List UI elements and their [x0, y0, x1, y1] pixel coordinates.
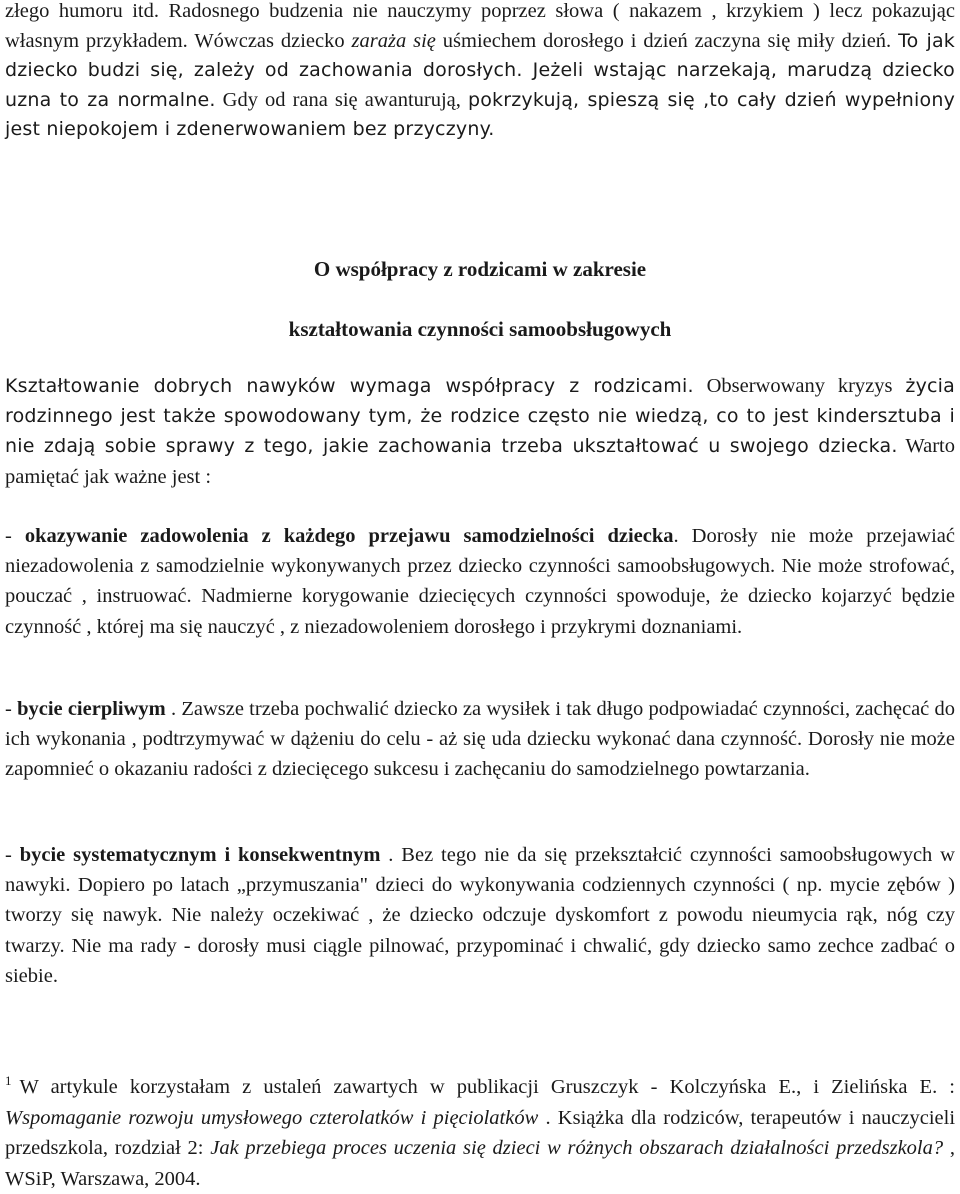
list-item-patience [5, 694, 955, 785]
section-heading-line-2: kształtowania czynności samoobsługowych [288, 317, 672, 341]
list-dash: - [5, 844, 20, 866]
text-span-sans: To jak dziecko budzi się, zależy od zachowania dorosłych. Jeżeli wstając narzekają, marudzą dziecko uzna to za normalne. [5, 29, 956, 111]
list-dash: - [5, 698, 18, 720]
list-item-satisfaction [5, 521, 955, 642]
intro-paragraph [5, 0, 955, 145]
cooperation-paragraph [5, 371, 955, 492]
footnote-text: . Książka dla rodziców, terapeutów i nauczycieli przedszkola, rozdział 2: [5, 1106, 956, 1159]
list-item-text: . Bez tego nie da się przekształcić czynności samoobsługowych w nawyki. Dopiero po latach „przymuszania" dzieci do wykonywania codziennych czynności ( np. mycie zębów ) tworzy się nawyk. Nie należy oczekiwać , że dziecko odczuje dyskomfort z powodu nieumycia rąk, nóg czy twarzy. Nie ma rady - dorosły musi ciągle pilnować, przypominać i chwalić, gdy dziecko samo zechce zadbać o siebie. [5, 844, 955, 987]
text-span-sans: życia rodzinnego jest także spowodowany tym, że rodzice często nie wiedzą, co to jest kindersztuba i nie zdają sobie sprawy z tego, jakie zachowania trzeba ukształtować u swojego dziecka. [5, 375, 955, 458]
list-item-consistency [5, 840, 955, 991]
list-item-text: . Dorosły nie może przejawiać niezadowolenia z samodzielnie wykonywanych przez dziecko czynności samoobsługowych. Nie może strofować, pouczać , instruować. Nadmierne korygowanie dziecięcych czynności spowoduje, że dziecko kojarzyć będzie czynność , której ma się nauczyć , z niezadowoleniem dorosłego i przykrymi doznaniami. [5, 525, 956, 638]
footnote-text: W artykule korzystałam z ustaleń zawartych w publikacji Gruszczyk - Kolczyńska E., i Zielińska E. : [19, 1076, 955, 1098]
italic-phrase: zaraża się [351, 29, 436, 52]
text-span: złego humoru itd. Radosnego budzenia nie nauczymy poprzez słowa ( nakazem , krzykiem ) lecz pokazując własnym przykładem. Wówczas dziecko [5, 0, 955, 52]
text-span: uśmiechem dorosłego i dzień zaczyna się miły dzień. [435, 29, 899, 52]
list-item-text: . Zawsze trzeba pochwalić dziecko za wysiłek i tak długo podpowiadać czynności, zachęcać do ich wykonania , podtrzymywać w dążeniu do celu - aż się uda dziecku wykonać dana czynność. Dorosły nie może zapomnieć o okazaniu radości z dziecięcego sukcesu i zachęcaniu do samodzielnego powtarzania. [5, 698, 955, 781]
text-span: Gdy od rana się awanturują, [215, 88, 468, 111]
text-span-sans: pokrzykują, spieszą się ,to cały dzień wypełniony jest niepokojem i zdenerwowaniem bez przyczyny. [5, 88, 956, 140]
list-dash: - [5, 525, 25, 547]
section-heading-line-1: O współpracy z rodzicami w zakresie [313, 257, 647, 281]
footnote-mark: 1 [5, 1073, 12, 1089]
chapter-title: Jak przebiega proces uczenia się dzieci w różnych obszarach działalności przedszkola? [210, 1137, 944, 1159]
footnote [5, 1072, 955, 1194]
list-item-heading: bycie systematycznym i konsekwentnym [19, 844, 381, 866]
text-span: Obserwowany kryzys [693, 375, 906, 397]
book-title: Wspomaganie rozwoju umysłowego czterolatków i pięciolatków [5, 1106, 539, 1129]
list-item-heading: okazywanie zadowolenia z każdego przejawu samodzielności dziecka [24, 525, 674, 547]
footnote-text: , WSiP, Warszawa, 2004. [5, 1137, 955, 1190]
text-span: Warto pamiętać jak ważne jest : [5, 435, 955, 488]
text-span-sans: Kształtowanie dobrych nawyków wymaga współpracy z rodzicami. [5, 375, 694, 397]
list-item-heading: bycie cierpliwym [17, 698, 166, 720]
